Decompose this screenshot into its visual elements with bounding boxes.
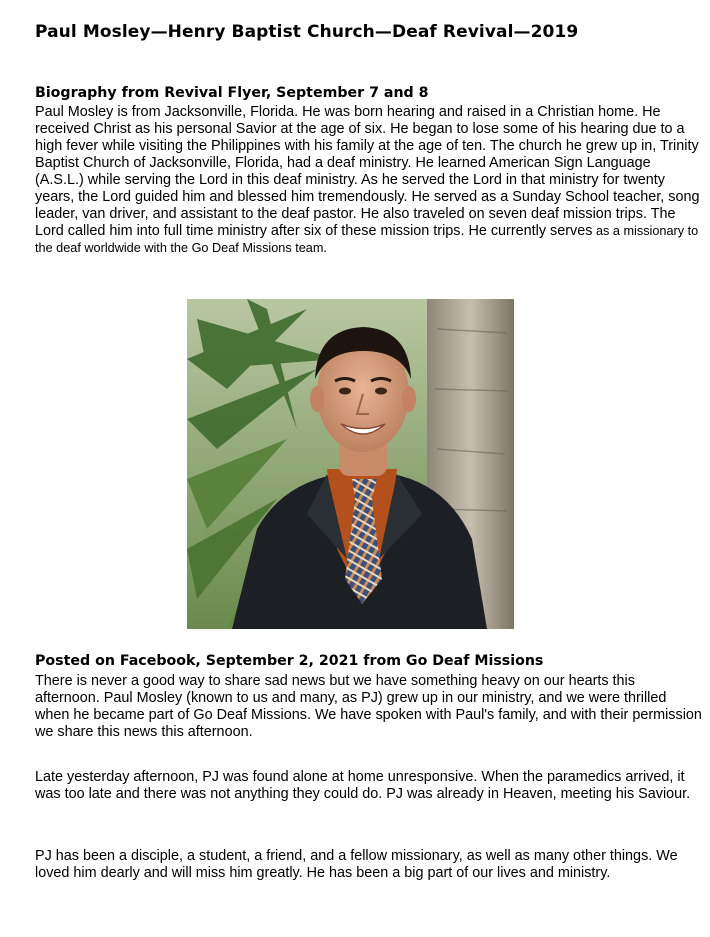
- biography-heading: Biography from Revival Flyer, September 7 and 8: [35, 85, 429, 101]
- facebook-post-heading: Posted on Facebook, September 2, 2021 from Go Deaf Missions: [35, 653, 544, 669]
- biography-text: Paul Mosley is from Jacksonville, Florida. He was born hearing and raised in a Christian home. He received Christ as his personal Savior at the age of six. He began to lose some of his hearing due to a high fever while visiting the Philippines with his family at the age of ten. The church he grew up in, Trinity Baptist Church of Jacksonville, Florida, had a deaf ministry. He learned American Sign Language (A.S.L.) while serving the Lord in this deaf ministry. As he served the Lord in that ministry for twenty years, the Lord guided him and blessed him tremendously. He served as a Sunday School teacher, song leader, van driver, and assistant to the deaf pastor. He also traveled on seven deaf mission trips. The Lord called him into full time ministry after six of these mission trips. He currently serves: [35, 104, 700, 239]
- facebook-paragraph-1: There is never a good way to share sad news but we have something heavy on our hearts this afternoon. Paul Mosley (known to us and many, as PJ) grew up in our ministry, and we were thrilled when he became part of Go Deaf Missions. We have spoken with Paul's family, and with their permission we share this news this afternoon.: [35, 673, 702, 740]
- portrait-photo: [187, 299, 514, 629]
- facebook-paragraph-2: Late yesterday afternoon, PJ was found alone at home unresponsive. When the paramedics arrived, it was too late and there was not anything they could do. PJ was already in Heaven, meeting his Saviour.: [35, 769, 691, 802]
- biography-text-small: as a missionary to the deaf worldwide with the Go Deaf Missions team.: [35, 224, 699, 255]
- biography-paragraph: [35, 104, 700, 257]
- facebook-paragraph-3: PJ has been a disciple, a student, a friend, and a fellow missionary, as well as many other things. We loved him dearly and will miss him greatly. He has been a big part of our lives and ministry.: [35, 848, 678, 881]
- page-title: Paul Mosley—Henry Baptist Church—Deaf Revival—2019: [35, 22, 579, 42]
